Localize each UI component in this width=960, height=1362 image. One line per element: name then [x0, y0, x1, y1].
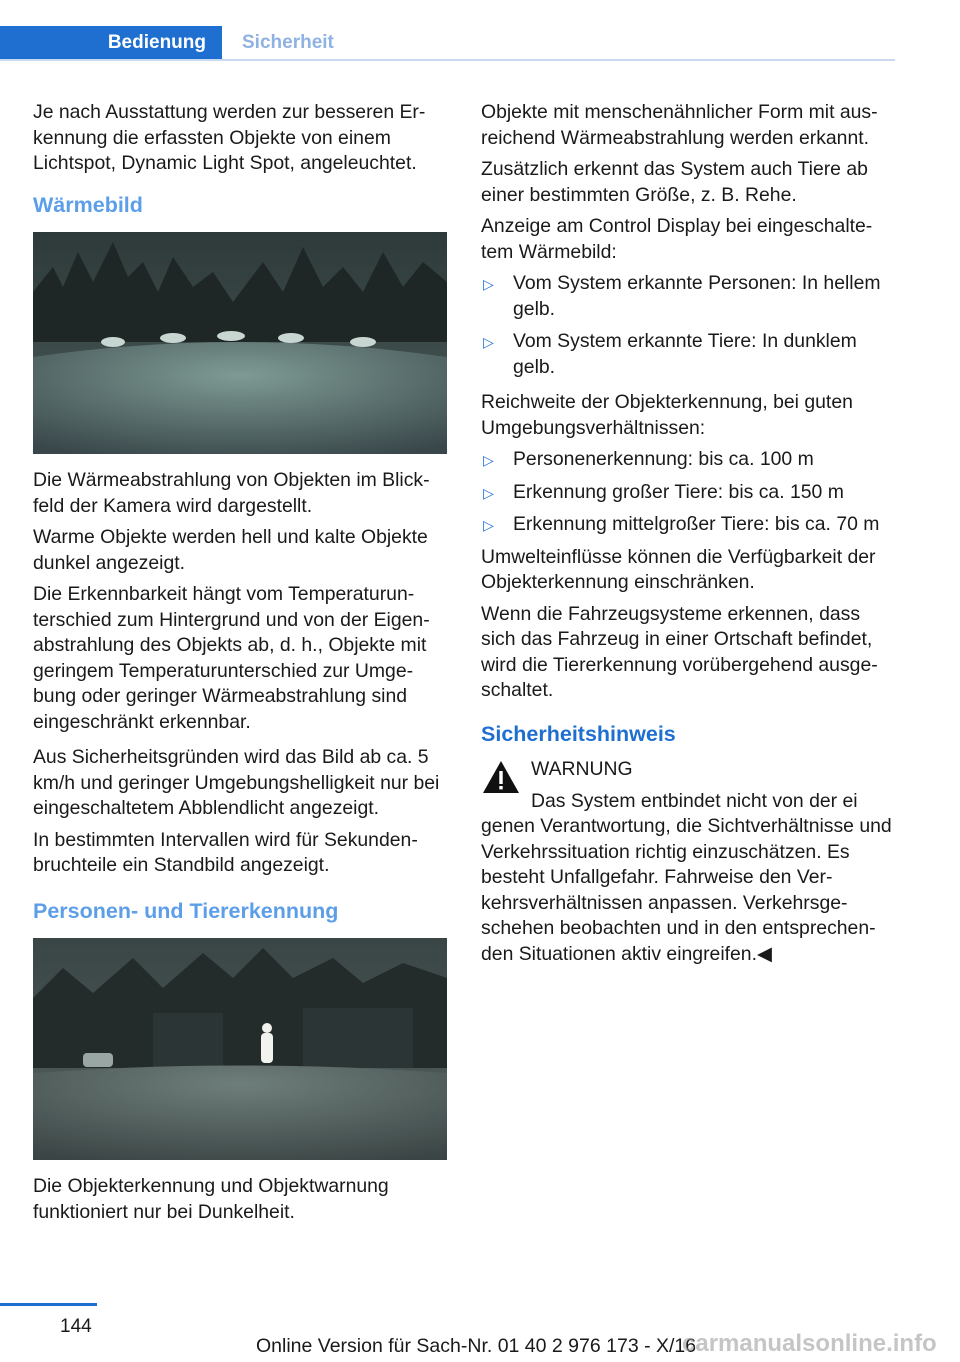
triangle-bullet-icon: ▷ [483, 334, 494, 350]
thermal-image-person [33, 938, 447, 1160]
heading-waermebild: Wärmebild [33, 192, 143, 217]
triangle-bullet-icon: ▷ [483, 484, 494, 501]
tab-bedienung-label: Bedienung [107, 32, 206, 53]
heading-sicherheitshinweis: Sicherheitshinweis [481, 721, 676, 746]
paragraph-reichweite: Reichweite der Objekterkennung, bei guten Umgebungsverhältnissen: [481, 391, 853, 439]
watermark: carmanualsonline.info [682, 1330, 937, 1357]
page-number: 144 [60, 1316, 92, 1337]
tab-sicherheit-label: Sicherheit [242, 32, 334, 53]
paragraph-sicherheitsgruende: Aus Sicherheitsgründen wird das Bild ab ca. 5 km/h und geringer Umgebungshelligkeit nur bei eingeschaltetem Abblendlicht angezeigt. [33, 746, 440, 819]
tab-sicherheit[interactable] [222, 26, 392, 60]
paragraph-anzeige: Anzeige am Control Display bei eingeschaltetem Wärmebild: [481, 215, 873, 263]
paragraph-menschenaehnlich: Objekte mit menschenähnlicher Form mit ausreichend Wärmeabstrahlung werden erkannt. [481, 101, 878, 149]
thermal-image-animals [33, 232, 447, 454]
list-anzeige [481, 271, 893, 380]
paragraph-umwelteinfluesse: Umwelteinflüsse können die Verfügbarkeit der Objekterkennung einschränken. [481, 545, 876, 593]
list-item-text: Erkennung mittelgroßer Tiere: bis ca. 70 m [513, 513, 880, 535]
intro-paragraph: Je nach Ausstattung werden zur besseren Erkennung die erfassten Objekte von einem Lichtspot, Dynamic Light Spot, angeleuchtet. [33, 101, 426, 174]
list-item-text: Vom System erkannte Tiere: In dunklem gelb. [513, 330, 857, 378]
list-item [481, 271, 893, 322]
list-item-text: Personenerkennung: bis ca. 100 m [513, 448, 814, 470]
triangle-bullet-icon: ▷ [483, 276, 494, 292]
tab-bedienung[interactable] [0, 26, 222, 60]
thermal-image-animals-graphic [33, 232, 447, 454]
list-item [481, 512, 893, 538]
triangle-bullet-icon: ▷ [483, 517, 494, 533]
footer-accent-bar [0, 1303, 97, 1306]
list-item [481, 329, 893, 380]
left-column [33, 100, 449, 1231]
list-item-text: Erkennung großer Tiere: bis ca. 150 m [513, 480, 844, 503]
right-column [481, 100, 893, 967]
list-item [481, 447, 893, 473]
warning-triangle-icon [481, 759, 521, 795]
list-item [481, 480, 893, 506]
list-item-text: Vom System erkannte Personen: In hellem gelb. [513, 272, 881, 320]
paragraph-tiere: Zusätzlich erkennt das System auch Tiere ab einer bestimmten Größe, z. B. Rehe. [481, 158, 868, 206]
thermal-image-person-graphic [33, 938, 447, 1160]
heading-personen-tiererkennung: Personen- und Tiererkennung [33, 898, 339, 923]
paragraph-waermeabstrahlung: Die Wärmeabstrahlung von Objekten im Blickfeld der Kamera wird dargestellt. [33, 469, 430, 517]
header-divider [0, 59, 895, 61]
paragraph-erkennbarkeit: Die Erkennbarkeit hängt vom Temperaturunterschied zum Hintergrund und von der Eigenabstrahlung des Objekts ab, d. h., Objekte mit geringem Temperaturunterschied zur Umgebung oder geringer Wärmeabstrahlung sind eingeschränkt erkennbar. [33, 583, 430, 733]
warning-block [481, 757, 893, 967]
list-reichweite [481, 447, 893, 538]
warning-text: genen Verantwortung, die Sichtverhältnisse und Verkehrssituation richtig einzuschätzen. Es besteht Unfallgefahr. Fahrweise den Verkehrsverhältnissen anpassen. Verkehrsgeschehen beobachten und in den entsprechenden Situationen aktiv eingreifen.◀ [481, 815, 892, 965]
triangle-bullet-icon: ▷ [483, 452, 494, 468]
paragraph-standbild: In bestimmten Intervallen wird für Sekundenbruchteile ein Standbild angezeigt. [33, 828, 418, 876]
warning-title: WARNUNG [531, 758, 633, 780]
paragraph-warm-kalt: Warme Objekte werden hell und kalte Objekte dunkel angezeigt. [33, 526, 428, 574]
paragraph-ortschaft: Wenn die Fahrzeugsysteme erkennen, dass sich das Fahrzeug in einer Ortschaft befindet, wird die Tiererkennung vorübergehend ausgeschaltet. [481, 602, 878, 701]
warning-text-first-line: Das System entbindet nicht von der ei [531, 789, 858, 812]
page-header [0, 26, 895, 62]
online-version-text: Online Version für Sach-Nr. 01 40 2 976 173 - X/16 [256, 1335, 697, 1357]
paragraph-dunkelheit: Die Objekterkennung und Objektwarnung funktioniert nur bei Dunkelheit. [33, 1175, 389, 1223]
